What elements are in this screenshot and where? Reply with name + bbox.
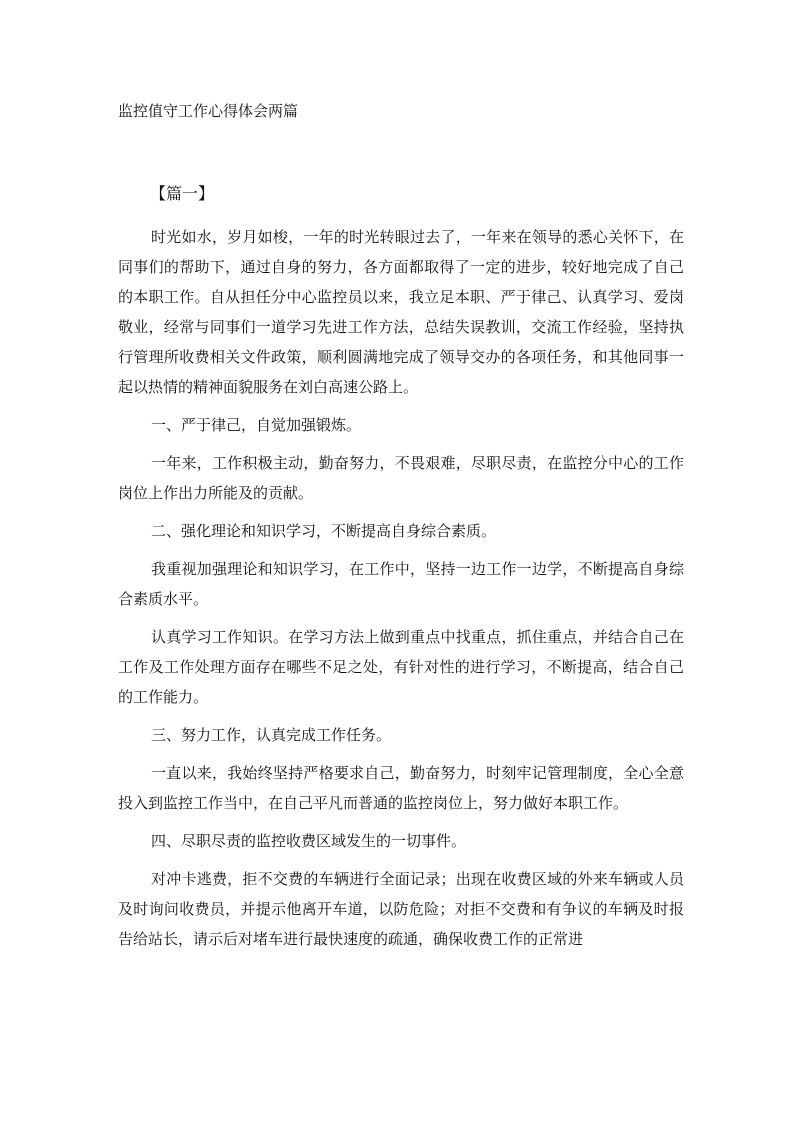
- subheading: 一、严于律己，自觉加强锻炼。: [151, 416, 362, 434]
- document-body: [118, 222, 684, 962]
- paragraph: 我重视加强理论和知识学习，在工作中，坚持一边工作一边学，不断提高自身综合素质水平。: [118, 560, 684, 608]
- paragraph: 一年来，工作积极主动，勤奋努力，不畏艰难，尽职尽责，在监控分中心的工作岗位上作出力所能及的贡献。: [118, 454, 684, 502]
- paragraph: 一直以来，我始终坚持严格要求自己，勤奋努力，时刻牢记管理制度，全心全意投入到监控工作当中，在自己平凡而普通的监控岗位上，努力做好本职工作。: [118, 764, 684, 812]
- subheading: 二、强化理论和知识学习，不断提高自身综合素质。: [151, 522, 497, 540]
- paragraph: 对冲卡逃费，拒不交费的车辆进行全面记录；出现在收费区域的外来车辆或人员及时询问收费员，并提示他离开车道，以防危险；对拒不交费和有争议的车辆及时报告给站长，请示后对堵车进行最快速度的疏通，确保收费工作的正常进: [118, 870, 684, 948]
- section-heading: 【篇一】: [150, 184, 215, 203]
- subheading: 三、努力工作，认真完成工作任务。: [151, 726, 392, 744]
- document-title: 监控值守工作心得体会两篇: [118, 102, 299, 120]
- paragraph: 时光如水，岁月如梭，一年的时光转眼过去了，一年来在领导的悉心关怀下，在同事们的帮助下，通过自身的努力，各方面都取得了一定的进步，较好地完成了自己的本职工作。自从担任分中心监控员以来，我立足本职、严于律己、认真学习、爱岗敬业，经常与同事们一道学习先进工作方法，总结失误教训，交流工作经验，坚持执行管理所收费相关文件政策，顺利圆满地完成了领导交办的各项任务，和其他同事一起以热情的精神面貌服务在刘白高速公路上。: [118, 228, 684, 396]
- paragraph: 认真学习工作知识。在学习方法上做到重点中找重点，抓住重点，并结合自己在工作及工作处理方面存在哪些不足之处，有针对性的进行学习，不断提高，结合自己的工作能力。: [118, 628, 684, 706]
- subheading: 四、尽职尽责的监控收费区域发生的一切事件。: [151, 832, 467, 850]
